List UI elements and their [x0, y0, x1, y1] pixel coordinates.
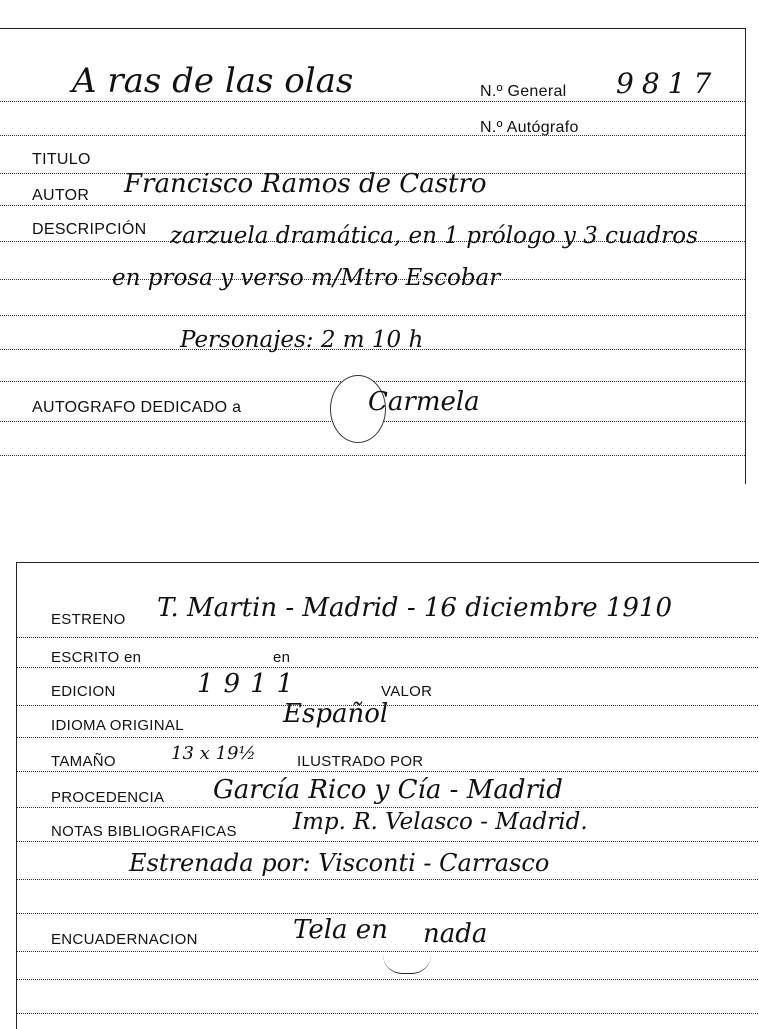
- rule: [17, 979, 759, 980]
- rule: [0, 205, 745, 206]
- rule: [17, 771, 759, 772]
- estreno-label: ESTRENO: [51, 611, 126, 628]
- personajes-value: Personajes: 2 m 10 h: [180, 327, 424, 353]
- dedicado-label: AUTOGRAFO DEDICADO a: [32, 399, 242, 416]
- rule: [17, 841, 759, 842]
- rule: [17, 637, 759, 638]
- rule: [0, 135, 745, 136]
- estreno-value: T. Martin - Madrid - 16 diciembre 1910: [157, 593, 673, 623]
- general-label: N.º General: [480, 83, 567, 100]
- procedencia-label: PROCEDENCIA: [51, 789, 165, 806]
- descripcion-line2: en prosa y verso m/Mtro Escobar: [112, 265, 501, 291]
- descripcion-line1: zarzuela dramática, en 1 prólogo y 3 cuadros: [170, 223, 698, 249]
- titulo-label: TITULO: [32, 151, 91, 168]
- general-number: 9817: [616, 67, 720, 100]
- notas-value: Imp. R. Velasco - Madrid.: [293, 809, 588, 835]
- autografo-label: N.º Autógrafo: [480, 119, 579, 136]
- ilustrado-label: ILUSTRADO POR: [297, 753, 424, 770]
- rule: [0, 315, 745, 316]
- rule: [17, 879, 759, 880]
- edicion-value: 1911: [197, 669, 304, 699]
- catalog-card-bottom: [16, 562, 759, 1029]
- rule: [17, 913, 759, 914]
- title-handwritten: A ras de las olas: [72, 61, 354, 101]
- escrito-en-label: en: [273, 649, 291, 666]
- dedicado-value: Carmela: [368, 387, 480, 417]
- autor-label: AUTOR: [32, 187, 90, 204]
- autor-value: Francisco Ramos de Castro: [124, 169, 487, 199]
- procedencia-value: García Rico y Cía - Madrid: [213, 775, 563, 805]
- rule: [0, 101, 745, 102]
- escrito-label: ESCRITO en: [51, 649, 142, 666]
- tamano-label: TAMAÑO: [51, 753, 116, 770]
- encuadernacion-value1: Tela en: [293, 915, 388, 945]
- encuadernacion-label: ENCUADERNACION: [51, 931, 198, 948]
- rule: [17, 951, 759, 952]
- rule: [17, 667, 759, 668]
- encuadernacion-value2: nada: [423, 919, 488, 949]
- estrenada-value: Estrenada por: Visconti - Carrasco: [129, 849, 550, 877]
- descripcion-label: DESCRIPCIÓN: [32, 221, 147, 238]
- idioma-label: IDIOMA ORIGINAL: [51, 717, 184, 734]
- rule: [0, 455, 745, 456]
- pen-stroke-mark: [383, 955, 431, 974]
- valor-label: VALOR: [381, 683, 433, 700]
- notas-label: NOTAS BIBLIOGRAFICAS: [51, 823, 237, 840]
- catalog-card-top: [0, 28, 746, 484]
- rule: [17, 1013, 759, 1014]
- rule: [17, 737, 759, 738]
- edicion-label: EDICION: [51, 683, 116, 700]
- rule: [17, 807, 759, 808]
- idioma-value: Español: [283, 699, 389, 729]
- tamano-value: 13 x 19½: [171, 743, 256, 764]
